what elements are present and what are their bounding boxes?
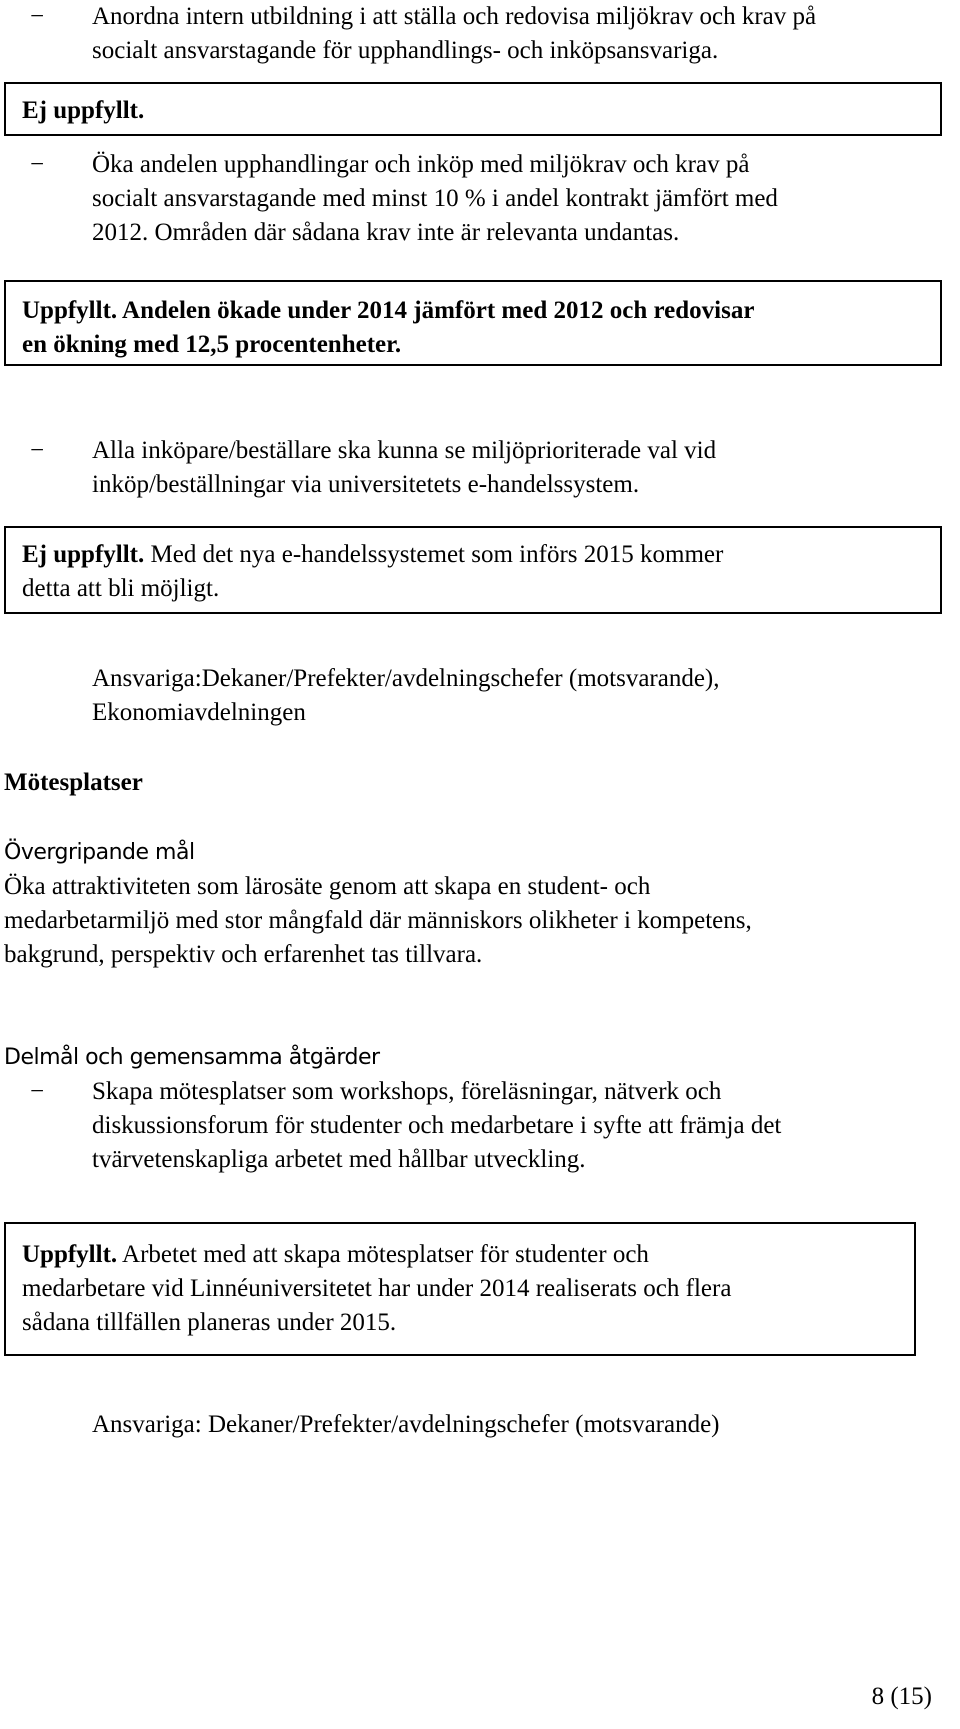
item-line: 2012. Områden där sådana krav inte är relevanta undantas. (92, 219, 680, 246)
item-line: socialt ansvarstagande för upphandlings- och inköpsansvariga. (92, 37, 719, 64)
status-label: Uppfyllt. (22, 297, 118, 324)
dash-bullet-icon: − (30, 437, 45, 464)
goal-label: Övergripande mål (4, 840, 195, 865)
item-line: Anordna intern utbildning i att ställa och redovisa miljökrav och krav på (92, 3, 817, 30)
responsible-note: Ansvariga:Dekaner/Prefekter/avdelningschefer (motsvarande), Ekonomiavdelningen (92, 665, 720, 726)
item-line: socialt ansvarstagande med minst 10 % i andel kontrakt jämfört med (92, 185, 778, 212)
item-line: tvärvetenskapliga arbetet med hållbar utveckling. (92, 1146, 586, 1173)
status-label: Ej uppfyllt. (22, 97, 145, 124)
goal-text: Öka attraktiviteten som lärosäte genom att skapa en student- och medarbetarmiljö med stor mångfald där människors olikheter i kompetens, bakgrund, perspektiv och erfarenhet tas tillvara. (4, 873, 752, 968)
status-box (4, 82, 942, 136)
status-text: detta att bli möjligt. (22, 575, 220, 602)
dash-bullet-icon: − (30, 3, 45, 30)
status-text: sådana tillfällen planeras under 2015. (22, 1309, 397, 1336)
status-box (4, 1222, 916, 1356)
dash-bullet-icon: − (30, 151, 45, 178)
page-number: 8 (15) (871, 1683, 932, 1710)
status-text: Arbetet med att skapa mötesplatser för studenter och (117, 1241, 649, 1268)
status-text: medarbetare vid Linnéuniversitetet har under 2014 realiserats och flera (22, 1275, 732, 1302)
status-text: en ökning med 12,5 procentenheter. (22, 331, 402, 358)
status-label: Ej uppfyllt. (22, 541, 145, 568)
status-text: Andelen ökade under 2014 jämfört med 2012 och redovisar (117, 297, 755, 324)
responsible-note: Ansvariga: Dekaner/Prefekter/avdelningschefer (motsvarande) (92, 1411, 720, 1438)
section-heading: Mötesplatser (4, 769, 143, 796)
status-label: Uppfyllt. (22, 1241, 118, 1268)
item-line: inköp/beställningar via universitetets e-handelssystem. (92, 471, 640, 498)
dash-bullet-icon: − (30, 1078, 45, 1105)
subgoals-label: Delmål och gemensamma åtgärder (4, 1045, 380, 1070)
status-text: Med det nya e-handelssystemet som införs 2015 kommer (144, 541, 724, 568)
item-line: Öka andelen upphandlingar och inköp med miljökrav och krav på (92, 151, 750, 178)
item-line: Alla inköpare/beställare ska kunna se miljöprioriterade val vid (92, 437, 717, 464)
item-line: Skapa mötesplatser som workshops, föreläsningar, nätverk och (92, 1078, 722, 1105)
status-box (4, 526, 942, 614)
status-box (4, 280, 942, 366)
item-line: diskussionsforum för studenter och medarbetare i syfte att främja det (92, 1112, 782, 1139)
